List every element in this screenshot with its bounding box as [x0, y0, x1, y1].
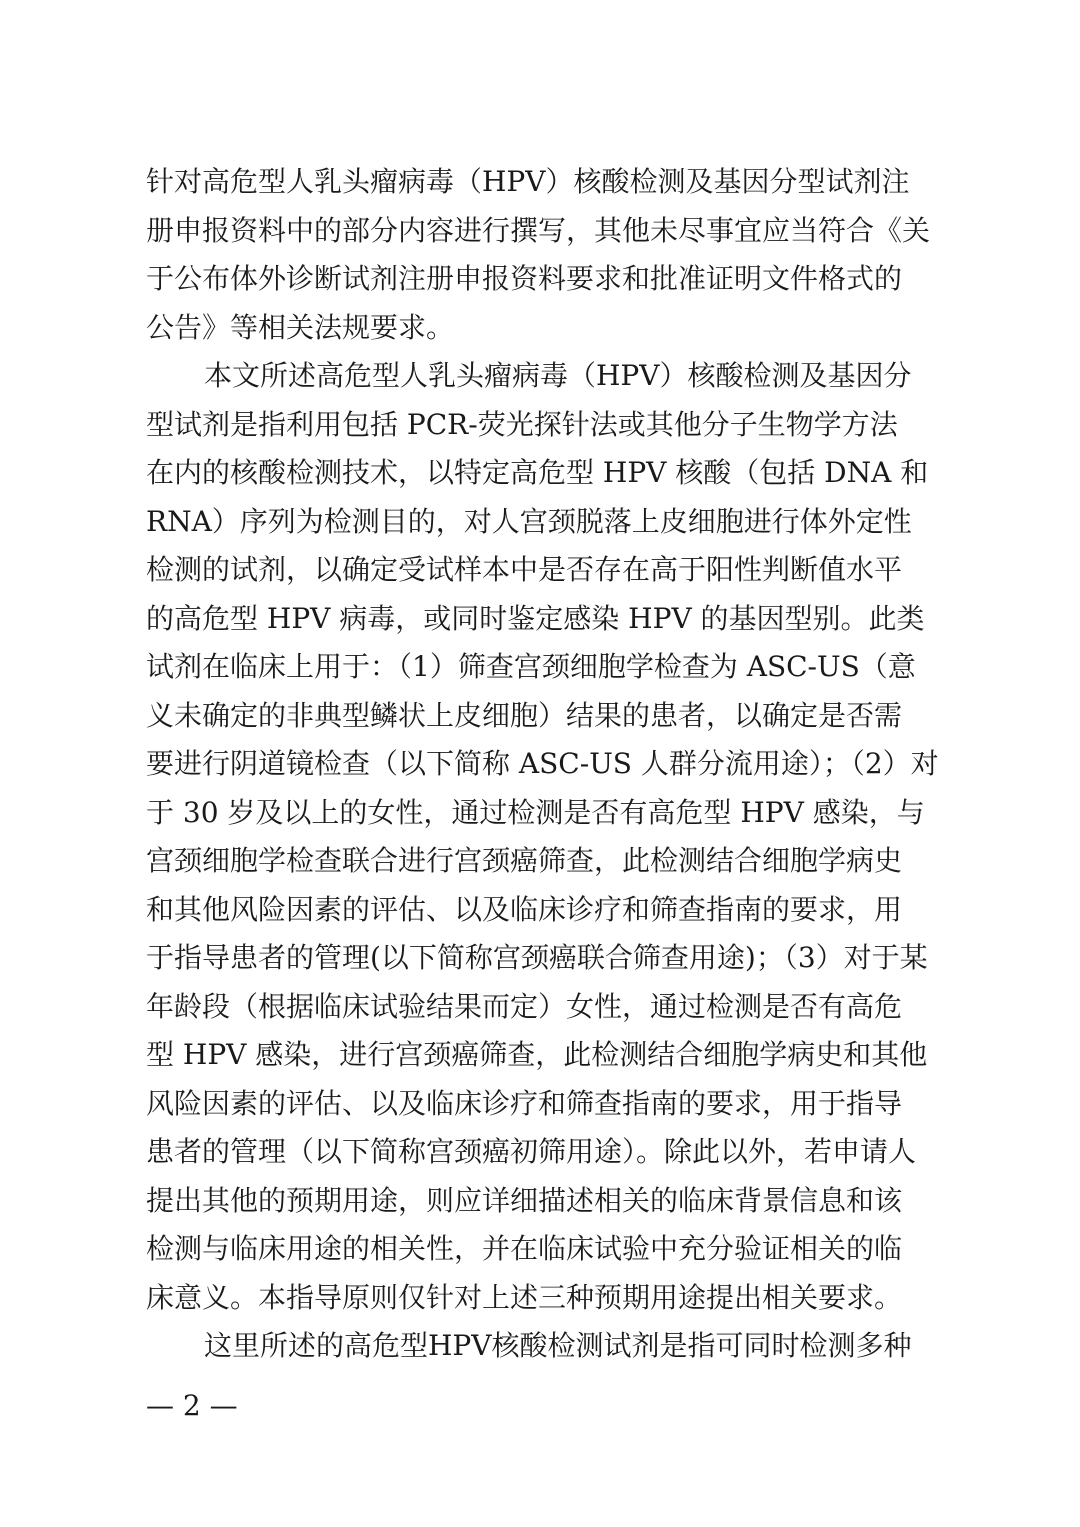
- text-line-content: 检测的试剂，以确定受试样本中是否存在高于阳性判断值水平: [146, 553, 903, 586]
- text-line: [146, 498, 946, 547]
- text-line-content: 于公布体外诊断试剂注册申报资料要求和批准证明文件格式的: [146, 262, 903, 295]
- text-line: [146, 886, 946, 935]
- text-line-content: 型试剂是指利用包括 PCR-荧光探针法或其他分子生物学方法: [146, 407, 898, 441]
- text-line-content: 公告》等相关法规要求。: [146, 310, 455, 344]
- text-line: [146, 1322, 946, 1371]
- text-line-content: 和其他风险因素的评估、以及临床诊疗和筛查指南的要求，用: [146, 892, 903, 926]
- text-line: [146, 158, 946, 207]
- text-line: [146, 401, 946, 450]
- text-line-content: 检测与临床用途的相关性，并在临床试验中充分验证相关的临: [146, 1232, 903, 1265]
- text-line: [146, 740, 946, 789]
- text-line-content: RNA）序列为检测目的，对人宫颈脱落上皮细胞进行体外定性: [146, 504, 912, 538]
- text-line-content: 于指导患者的管理(以下简称宫颈癌联合筛查用途)；（3）对于某: [146, 941, 928, 974]
- body-text: [146, 158, 946, 1371]
- page-number: — 2 —: [146, 1389, 238, 1422]
- text-line-content: 年龄段（根据临床试验结果而定）女性，通过检测是否有高危: [146, 989, 903, 1023]
- text-line-content: 册申报资料中的部分内容进行撰写，其他未尽事宜应当符合《关: [146, 213, 931, 247]
- text-line-content: 型 HPV 感染，进行宫颈癌筛查，此检测结合细胞学病史和其他: [146, 1038, 928, 1071]
- text-line-content: 这里所述的高危型HPV核酸检测试剂是指可同时检测多种: [204, 1329, 912, 1362]
- text-line: [146, 546, 946, 595]
- text-line: [146, 789, 946, 838]
- text-line: [146, 449, 946, 498]
- text-line: [146, 255, 946, 304]
- text-line-content: 床意义。本指导原则仅针对上述三种预期用途提出相关要求。: [146, 1280, 903, 1314]
- text-line-content: 风险因素的评估、以及临床诊疗和筛查指南的要求，用于指导: [146, 1086, 903, 1120]
- text-line: [146, 1225, 946, 1274]
- text-line: [146, 934, 946, 983]
- text-line-content: 试剂在临床上用于：（1）筛查宫颈细胞学检查为 ASC-US（意: [146, 650, 916, 683]
- text-line-content: 要进行阴道镜检查（以下简称 ASC-US 人群分流用途）；（2）对: [146, 747, 939, 780]
- text-line-content: 义未确定的非典型鳞状上皮细胞）结果的患者，以确定是否需: [146, 698, 903, 732]
- text-line: [146, 352, 946, 401]
- text-line-content: 于 30 岁及以上的女性，通过检测是否有高危型 HPV 感染，与: [146, 795, 925, 829]
- text-line-content: 患者的管理（以下简称宫颈癌初筛用途）。除此以外，若申请人: [146, 1135, 917, 1168]
- text-line: [146, 1128, 946, 1177]
- text-line: [146, 1031, 946, 1080]
- text-line: [146, 304, 946, 353]
- text-line-content: 宫颈细胞学检查联合进行宫颈癌筛查，此检测结合细胞学病史: [146, 844, 903, 877]
- text-line: [146, 692, 946, 741]
- text-line-content: 针对高危型人乳头瘤病毒（HPV）核酸检测及基因分型试剂注: [146, 165, 910, 198]
- text-line-content: 本文所述高危型人乳头瘤病毒（HPV）核酸检测及基因分: [204, 359, 912, 392]
- text-line: [146, 207, 946, 256]
- text-line-content: 的高危型 HPV 病毒，或同时鉴定感染 HPV 的基因型别。此类: [146, 601, 925, 635]
- text-line: [146, 595, 946, 644]
- text-line: [146, 1177, 946, 1226]
- text-line-content: 在内的核酸检测技术，以特定高危型 HPV 核酸（包括 DNA 和: [146, 456, 929, 489]
- text-line: [146, 1274, 946, 1323]
- text-line: [146, 983, 946, 1032]
- text-line: [146, 1080, 946, 1129]
- text-line: [146, 837, 946, 886]
- text-line: [146, 643, 946, 692]
- text-line-content: 提出其他的预期用途，则应详细描述相关的临床背景信息和该: [146, 1183, 903, 1217]
